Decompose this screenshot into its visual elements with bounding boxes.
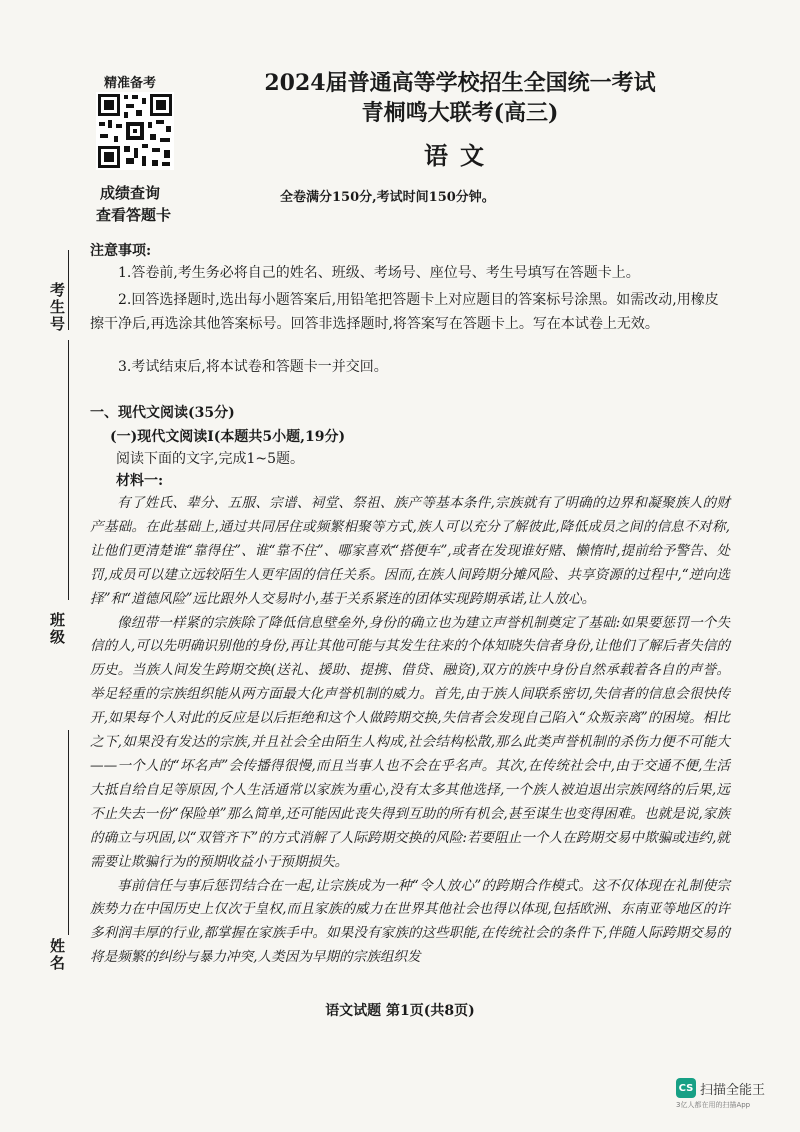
reading-instruction: 阅读下面的文字,完成1~5题。: [116, 451, 304, 467]
qr-caption-card: 查看答题卡: [96, 206, 172, 224]
exam-number-label: 考生号: [48, 282, 66, 333]
material-label: 材料一:: [116, 473, 164, 489]
notice-item: 2.回答选择题时,选出每小题答案后,用铅笔把答题卡上对应题目的答案标号涂黑。如需改动,用橡皮擦干净后,再选涂其他答案标号。回答非选择题时,将答案写在答题卡上。写在本试卷上无效。: [90, 292, 719, 332]
paragraph: 有了姓氏、辈分、五服、宗谱、祠堂、祭祖、族产等基本条件,宗族就有了明确的边界和凝聚族人的财产基础。在此基础上,通过共同居住或频繁相聚等方式,族人可以充分了解彼此,降低成员之间的信息不对称,让他们更清楚谁“靠得住”、谁“靠不住”、哪家喜欢“搭便车”,或者在发现谁好赌、懒惰时,提前给予警告、处罚,成员可以建立远较陌生人更牢固的信任关系。因而,在族人间跨期分摊风险、共享资源的过程中,“逆向选择”和“道德风险”远比跟外人交易时小,基于关系紧连的团体实现跨期承诺,让人放心。: [90, 495, 730, 607]
notice-item: 3.考试结束后,将本试卷和答题卡一并交回。: [118, 359, 388, 375]
scanner-name: 扫描全能王: [700, 1082, 766, 1098]
margin-line: [68, 730, 69, 935]
exam-subtitle: 青桐鸣大联考(高三): [361, 100, 559, 126]
paragraph: 像纽带一样紧的宗族除了降低信息壁垒外,身份的确立也为建立声誉机制奠定了基础:如果要惩罚一个失信的人,可以先明确识别他的身份,再让其他可能与其发生往来的个体知晓失信者身份,让他们了解后者失信的历史。当族人间发生跨期交换(送礼、援助、提携、借贷、融资),双方的族中身份自然承载着各自的声誉。举足轻重的宗族组织能从两方面最大化声誉机制的威力。首先,由于族人间联系密切,失信者的信息会很快传开,如果每个人对此的反应是以后拒绝和这个人做跨期交换,失信者会发现自己陷入“众叛亲离”的困境。相比之下,如果没有发达的宗族,并且社会全由陌生人构成,社会结构松散,那么此类声誉机制的杀伤力便不可能大——一个人的“坏名声”会传播得很慢,而且当事人也不会在乎名声。其次,在传统社会中,由于交通不便,生活大抵自给自足等原因,个人生活通常以家族为重心,没有太多其他选择,一个族人被迫退出宗族网络的后果,远不止失去一份“保险单”那么简单,还可能因此丧失得到互助的所有机会,甚至谋生也变得困难。也就是说,家族的确立与巩固,以“双管齐下”的方式消解了人际跨期交换的风险:若要阻止一个人在跨期交易中欺骗或违约,就需要让欺骗行为的预期收益小于预期损失。: [90, 614, 730, 870]
subsection-heading: (一)现代文阅读Ⅰ(本题共5小题,19分): [110, 429, 346, 445]
section-heading: 一、现代文阅读(35分): [90, 405, 235, 421]
qr-code: [96, 92, 174, 170]
notice-heading: 注意事项:: [90, 243, 152, 259]
score-info: 全卷满分150分,考试时间150分钟。: [280, 190, 495, 205]
subject-title: 语文: [424, 141, 496, 170]
name-label: 姓名: [48, 938, 66, 972]
margin-line: [68, 340, 69, 600]
material-text: [90, 492, 730, 970]
qr-caption-score: 成绩查询: [100, 184, 161, 202]
exam-title: 2024届普通高等学校招生全国统一考试: [264, 70, 656, 96]
notice-item: 1.答卷前,考生务必将自己的姓名、班级、考场号、座位号、考生号填写在答题卡上。: [118, 265, 640, 281]
scanner-slogan: 3亿人都在用的扫描App: [676, 1101, 751, 1109]
margin-line: [68, 250, 69, 330]
camscanner-logo-icon: CS: [676, 1078, 696, 1098]
class-label: 班级: [48, 612, 66, 646]
scanner-watermark: [676, 1078, 765, 1098]
paragraph: 事前信任与事后惩罚结合在一起,让宗族成为一种“令人放心”的跨期合作模式。这不仅体现在礼制使宗族势力在中国历史上仅次于皇权,而且家族的威力在世界其他社会也得以体现,包括欧洲、东南亚等地区的许多利润丰厚的行业,都掌握在家族手中。如果没有家族的这些职能,在传统社会的条件下,伴随人际跨期交易的将是频繁的纠纷与暴力冲突,人类因为早期的宗族组织发: [90, 877, 730, 966]
qr-caption-top: 精准备考: [104, 76, 157, 91]
page-footer: 语文试题 第1页(共8页): [325, 1003, 475, 1019]
